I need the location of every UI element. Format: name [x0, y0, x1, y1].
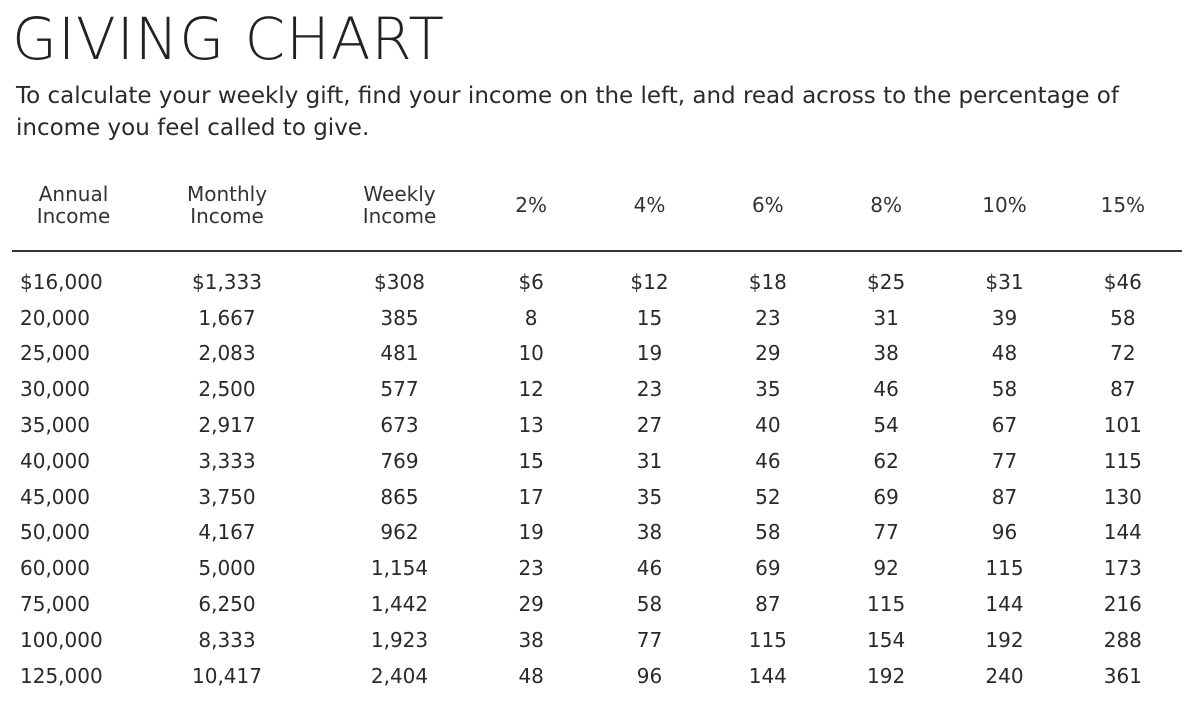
table-cell-pct-2: 13	[518, 413, 544, 438]
table-row	[12, 658, 1182, 694]
table-cell-annual-income: 30,000	[20, 377, 90, 402]
table-cell-pct-15: 288	[1103, 627, 1142, 652]
page-title: GIVING CHART	[12, 5, 445, 73]
table-cell-pct-15: 101	[1103, 413, 1142, 438]
table-cell-pct-8: 46	[873, 377, 899, 402]
table-row	[12, 550, 1182, 586]
table-cell-pct-15: 130	[1103, 484, 1142, 509]
table-cell-pct-6: 87	[755, 592, 781, 617]
table-cell-pct-2: 19	[518, 520, 544, 545]
column-header-line1: 8%	[870, 193, 903, 217]
table-cell-annual-income: 100,000	[20, 627, 103, 652]
table-cell-pct-6: 69	[755, 556, 781, 581]
table-cell-pct-6: 29	[755, 341, 781, 366]
table-cell-pct-15: 361	[1103, 663, 1142, 688]
table-cell-pct-2: 10	[518, 341, 544, 366]
table-cell-pct-8: 69	[873, 484, 899, 509]
table-cell-pct-4: 96	[636, 663, 663, 688]
table-row	[12, 586, 1182, 622]
table-cell-pct-10: 87	[991, 484, 1018, 509]
table-cell-annual-income: $16,000	[20, 269, 103, 294]
column-header-pct-15	[1064, 172, 1182, 251]
table-row	[12, 371, 1182, 407]
table-cell-pct-10: 58	[991, 377, 1018, 402]
table-cell-pct-6: 144	[748, 663, 787, 688]
table-cell-pct-15: 144	[1103, 520, 1142, 545]
table-cell-weekly-income: 673	[380, 413, 419, 438]
table-cell-pct-4: $12	[630, 269, 669, 294]
table-cell-pct-15: 72	[1110, 341, 1136, 366]
table-cell-pct-8: 115	[867, 592, 906, 617]
table-cell-pct-2: $6	[518, 269, 544, 294]
table-cell-pct-10: 39	[991, 305, 1018, 330]
column-header-pct-6	[709, 172, 827, 251]
column-header-line1: 2%	[515, 193, 548, 217]
table-cell-annual-income: 60,000	[20, 556, 90, 581]
table-row	[12, 622, 1182, 658]
table-cell-annual-income: 45,000	[20, 484, 90, 509]
column-header-pct-10	[945, 172, 1063, 251]
table-cell-pct-4: 31	[636, 448, 663, 473]
table-cell-pct-15: 58	[1110, 305, 1136, 330]
table-cell-monthly-income: 2,500	[198, 377, 256, 402]
table-cell-pct-10: 96	[991, 520, 1018, 545]
table-cell-weekly-income: $308	[374, 269, 425, 294]
table-cell-weekly-income: 1,923	[370, 627, 429, 652]
table-cell-pct-6: 58	[755, 520, 781, 545]
table-cell-pct-10: $31	[985, 269, 1024, 294]
table-cell-pct-15: $46	[1103, 269, 1142, 294]
column-header-line1: Weekly	[363, 182, 436, 206]
column-header-pct-2	[472, 172, 590, 251]
table-cell-weekly-income: 2,404	[370, 663, 429, 688]
table-cell-monthly-income: 10,417	[192, 663, 262, 688]
table-cell-monthly-income: 3,333	[198, 448, 256, 473]
table-body	[12, 251, 1182, 694]
table-cell-pct-6: 52	[755, 484, 781, 509]
table-cell-pct-8: 192	[867, 663, 906, 688]
table-cell-monthly-income: 8,333	[198, 627, 256, 652]
table-cell-pct-2: 12	[518, 377, 544, 402]
table-cell-weekly-income: 1,154	[370, 556, 429, 581]
table-row	[12, 479, 1182, 515]
table-cell-pct-10: 48	[991, 341, 1018, 366]
table-cell-monthly-income: 4,167	[198, 520, 256, 545]
table-row	[12, 407, 1182, 443]
table-cell-weekly-income: 481	[380, 341, 419, 366]
column-header-line2: Income	[190, 204, 264, 228]
table-cell-pct-10: 192	[985, 627, 1024, 652]
table-cell-annual-income: 50,000	[20, 520, 90, 545]
table-cell-pct-8: 62	[873, 448, 899, 473]
table-cell-pct-2: 17	[518, 484, 544, 509]
column-header-line1: Annual	[38, 182, 109, 206]
page-subtitle: To calculate your weekly gift, find your income on the left, and read across to the percentage of income you feel called to give.	[16, 83, 1119, 141]
column-header-annual-income	[12, 172, 127, 251]
table-header-row	[12, 172, 1182, 251]
column-header-line1: 10%	[982, 193, 1027, 217]
table-cell-pct-6: $18	[748, 269, 787, 294]
table-cell-pct-4: 23	[636, 377, 663, 402]
table-cell-monthly-income: 1,667	[198, 305, 256, 330]
table-cell-annual-income: 20,000	[20, 305, 90, 330]
column-header-line1: 6%	[751, 193, 784, 217]
table-cell-pct-4: 35	[636, 484, 663, 509]
table-cell-annual-income: 35,000	[20, 413, 90, 438]
table-cell-pct-2: 15	[518, 448, 544, 473]
table-cell-weekly-income: 577	[380, 377, 419, 402]
table-cell-annual-income: 25,000	[20, 341, 90, 366]
table-cell-weekly-income: 865	[380, 484, 419, 509]
table-cell-monthly-income: 6,250	[198, 592, 256, 617]
column-header-weekly-income	[327, 172, 472, 251]
table-cell-weekly-income: 769	[380, 448, 419, 473]
table-cell-pct-8: 154	[867, 627, 906, 652]
table-cell-pct-6: 23	[755, 305, 781, 330]
column-header-pct-8	[827, 172, 945, 251]
table-row	[12, 515, 1182, 551]
table-row	[12, 300, 1182, 336]
table-cell-pct-4: 15	[636, 305, 663, 330]
table-cell-pct-10: 144	[985, 592, 1024, 617]
table-row	[12, 251, 1182, 300]
table-row	[12, 443, 1182, 479]
giving-table-container	[12, 172, 1182, 694]
table-cell-pct-8: 92	[873, 556, 899, 581]
table-cell-monthly-income: 2,083	[198, 341, 256, 366]
table-cell-monthly-income: 5,000	[198, 556, 256, 581]
table-cell-annual-income: 40,000	[20, 448, 90, 473]
table-cell-pct-8: $25	[867, 269, 906, 294]
table-cell-pct-8: 31	[873, 305, 899, 330]
table-cell-pct-10: 67	[991, 413, 1018, 438]
table-cell-annual-income: 75,000	[20, 592, 90, 617]
giving-table	[12, 172, 1182, 694]
table-cell-pct-2: 8	[524, 305, 538, 330]
table-cell-annual-income: 125,000	[20, 663, 103, 688]
table-cell-weekly-income: 1,442	[370, 592, 429, 617]
table-cell-pct-15: 173	[1103, 556, 1142, 581]
table-cell-pct-4: 46	[636, 556, 663, 581]
table-cell-pct-15: 216	[1103, 592, 1142, 617]
column-header-line2: Income	[362, 204, 437, 228]
table-cell-pct-2: 48	[518, 663, 544, 688]
column-header-line1: 4%	[633, 193, 666, 217]
table-cell-pct-10: 77	[991, 448, 1018, 473]
table-cell-weekly-income: 962	[380, 520, 419, 545]
table-cell-pct-2: 29	[518, 592, 544, 617]
column-header-line1: 15%	[1100, 193, 1146, 217]
table-cell-pct-6: 46	[755, 448, 781, 473]
table-cell-monthly-income: 2,917	[198, 413, 256, 438]
table-cell-pct-8: 38	[873, 341, 899, 366]
table-cell-pct-4: 58	[636, 592, 663, 617]
table-cell-weekly-income: 385	[380, 305, 419, 330]
table-cell-pct-6: 35	[755, 377, 781, 402]
column-header-pct-4	[590, 172, 708, 251]
table-cell-pct-4: 27	[636, 413, 663, 438]
table-cell-pct-15: 87	[1110, 377, 1136, 402]
table-cell-pct-6: 115	[748, 627, 787, 652]
column-header-line1: Monthly	[186, 182, 268, 206]
table-cell-pct-4: 77	[636, 627, 663, 652]
table-cell-pct-6: 40	[755, 413, 781, 438]
table-header	[12, 172, 1182, 251]
table-cell-pct-10: 115	[985, 556, 1024, 581]
table-cell-pct-2: 23	[518, 556, 544, 581]
table-cell-pct-15: 115	[1103, 448, 1142, 473]
table-cell-pct-4: 38	[636, 520, 663, 545]
table-cell-monthly-income: 3,750	[198, 484, 256, 509]
table-cell-pct-2: 38	[518, 627, 544, 652]
table-row	[12, 336, 1182, 372]
table-cell-pct-4: 19	[636, 341, 663, 366]
column-header-monthly-income	[127, 172, 327, 251]
column-header-line2: Income	[36, 204, 111, 228]
table-cell-pct-10: 240	[985, 663, 1024, 688]
table-cell-pct-8: 54	[873, 413, 899, 438]
table-cell-monthly-income: $1,333	[192, 269, 262, 294]
table-cell-pct-8: 77	[873, 520, 899, 545]
